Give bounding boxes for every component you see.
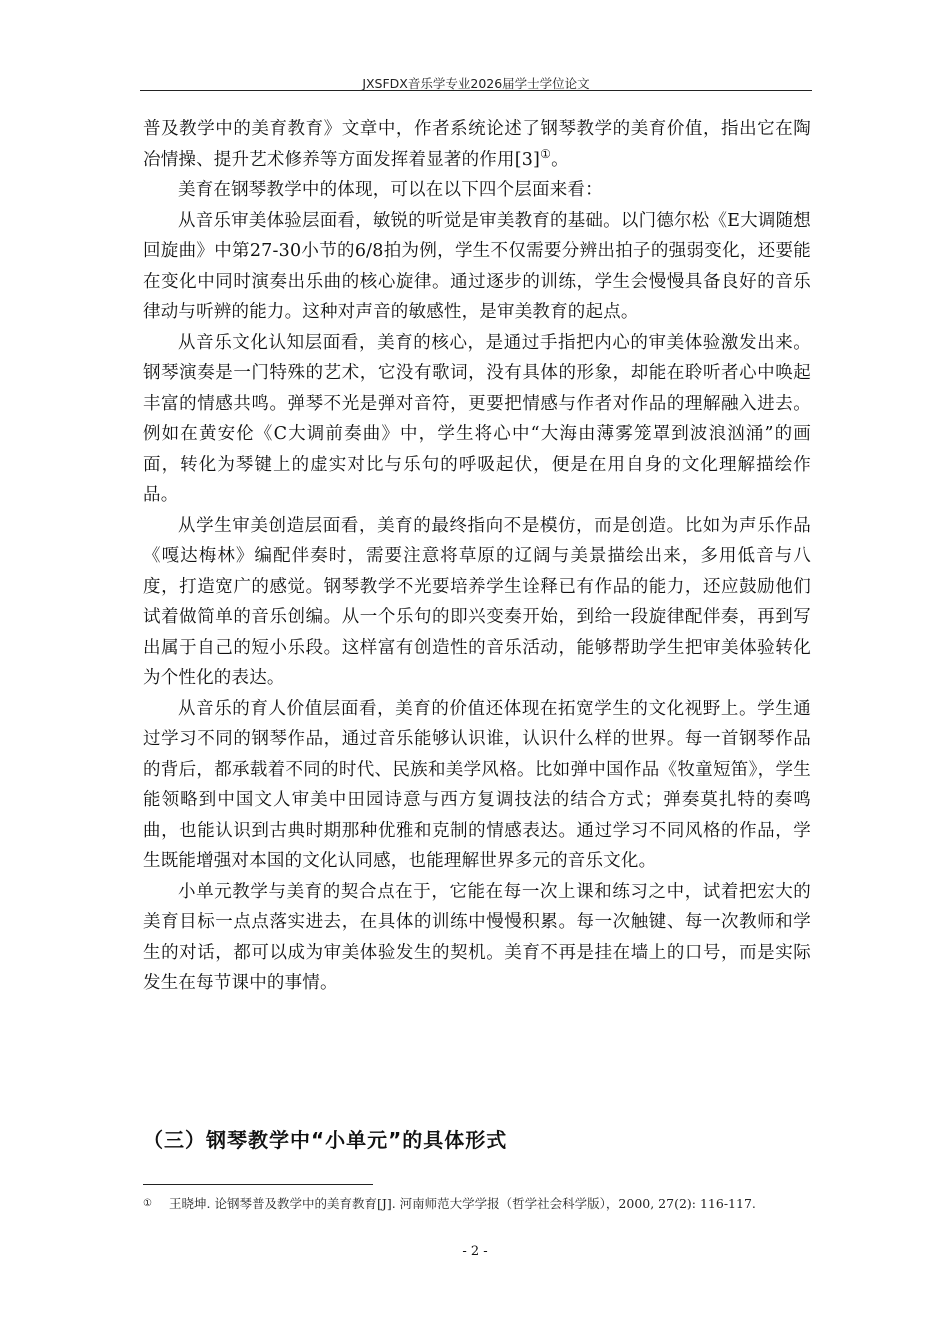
footnote-divider: [143, 1184, 373, 1185]
paragraph-7: 小单元教学与美育的契合点在于，它能在每一次上课和练习之中，试着把宏大的美育目标一点点落实进去，在具体的训练中慢慢积累。每一次触键、每一次教师和学生的对话，都可以成为审美体验发生的契机。美育不再是挂在墙上的口号，而是实际发生在每节课中的事情。: [143, 881, 811, 993]
footnote-reference[interactable]: ①: [540, 146, 552, 161]
running-header: JXSFDX音乐学专业2026届学士学位论文: [362, 76, 590, 91]
section-heading: （三）钢琴教学中“小单元”的具体形式: [143, 1128, 508, 1152]
body-text: [143, 114, 811, 999]
footnote-mark: ①: [143, 1198, 152, 1209]
paragraph-4: 从音乐文化认知层面看，美育的核心，是通过手指把内心的审美体验激发出来。钢琴演奏是一门特殊的艺术，它没有歌词，没有具体的形象，却能在聆听者心中唤起丰富的情感共鸣。弹琴不光是弹对音符，更要把情感与作者对作品的理解融入进去。例如在黄安伦《C大调前奏曲》中，学生将心中“大海由薄雾笼罩到波浪汹涌”的画面，转化为琴键上的虚实对比与乐句的呼吸起伏，便是在用自身的文化理解描绘作品。: [143, 332, 811, 505]
footnote-text: 王晓坤. 论钢琴普及教学中的美育教育[J]. 河南师范大学学报（哲学社会科学版），2000, 27(2): 116-117.: [169, 1196, 756, 1211]
header-divider: [140, 90, 812, 91]
page-number: - 2 -: [462, 1244, 488, 1259]
paragraph-5: 从学生审美创造层面看，美育的最终指向不是模仿，而是创造。比如为声乐作品《嘎达梅林》编配伴奏时，需要注意将草原的辽阔与美景描绘出来，多用低音与八度，打造宽广的感觉。钢琴教学不光要培养学生诠释已有作品的能力，还应鼓励他们试着做简单的音乐创编。从一个乐句的即兴变奏开始，到给一段旋律配伴奏，再到写出属于自己的短小乐段。这样富有创造性的音乐活动，能够帮助学生把审美体验转化为个性化的表达。: [143, 515, 811, 688]
paragraph-1-text: 普及教学中的美育教育》文章中，作者系统论述了钢琴教学的美育价值，指出它在陶冶情操、提升艺术修养等方面发挥着显著的作用[3]: [143, 119, 811, 170]
paragraph-3: 从音乐审美体验层面看，敏锐的听觉是审美教育的基础。以门德尔松《E大调随想回旋曲》中第27-30小节的6/8拍为例，学生不仅需要分辨出拍子的强弱变化，还要能在变化中同时演奏出乐曲的核心旋律。通过逐步的训练，学生会慢慢具备良好的音乐律动与听辨的能力。这种对声音的敏感性，是审美教育的起点。: [143, 210, 811, 322]
paragraph-2: 美育在钢琴教学中的体现，可以在以下四个层面来看：: [178, 180, 603, 200]
paragraph-1: 普及教学中的美育教育》文章中，作者系统论述了钢琴教学的美育价值，指出它在陶冶情操、提升艺术修养等方面发挥着显著的作用[3]①。: [143, 119, 811, 170]
footnote: [143, 1194, 811, 1214]
paragraph-6: 从音乐的育人价值层面看，美育的价值还体现在拓宽学生的文化视野上。学生通过学习不同的钢琴作品，通过音乐能够认识谁，认识什么样的世界。每一首钢琴作品的背后，都承载着不同的时代、民族和美学风格。比如弹中国作品《牧童短笛》，学生能领略到中国文人审美中田园诗意与西方复调技法的结合方式；弹奏莫扎特的奏鸣曲，也能认识到古典时期那种优雅和克制的情感表达。通过学习不同风格的作品，学生既能增强对本国的文化认同感，也能理解世界多元的音乐文化。: [143, 698, 811, 871]
